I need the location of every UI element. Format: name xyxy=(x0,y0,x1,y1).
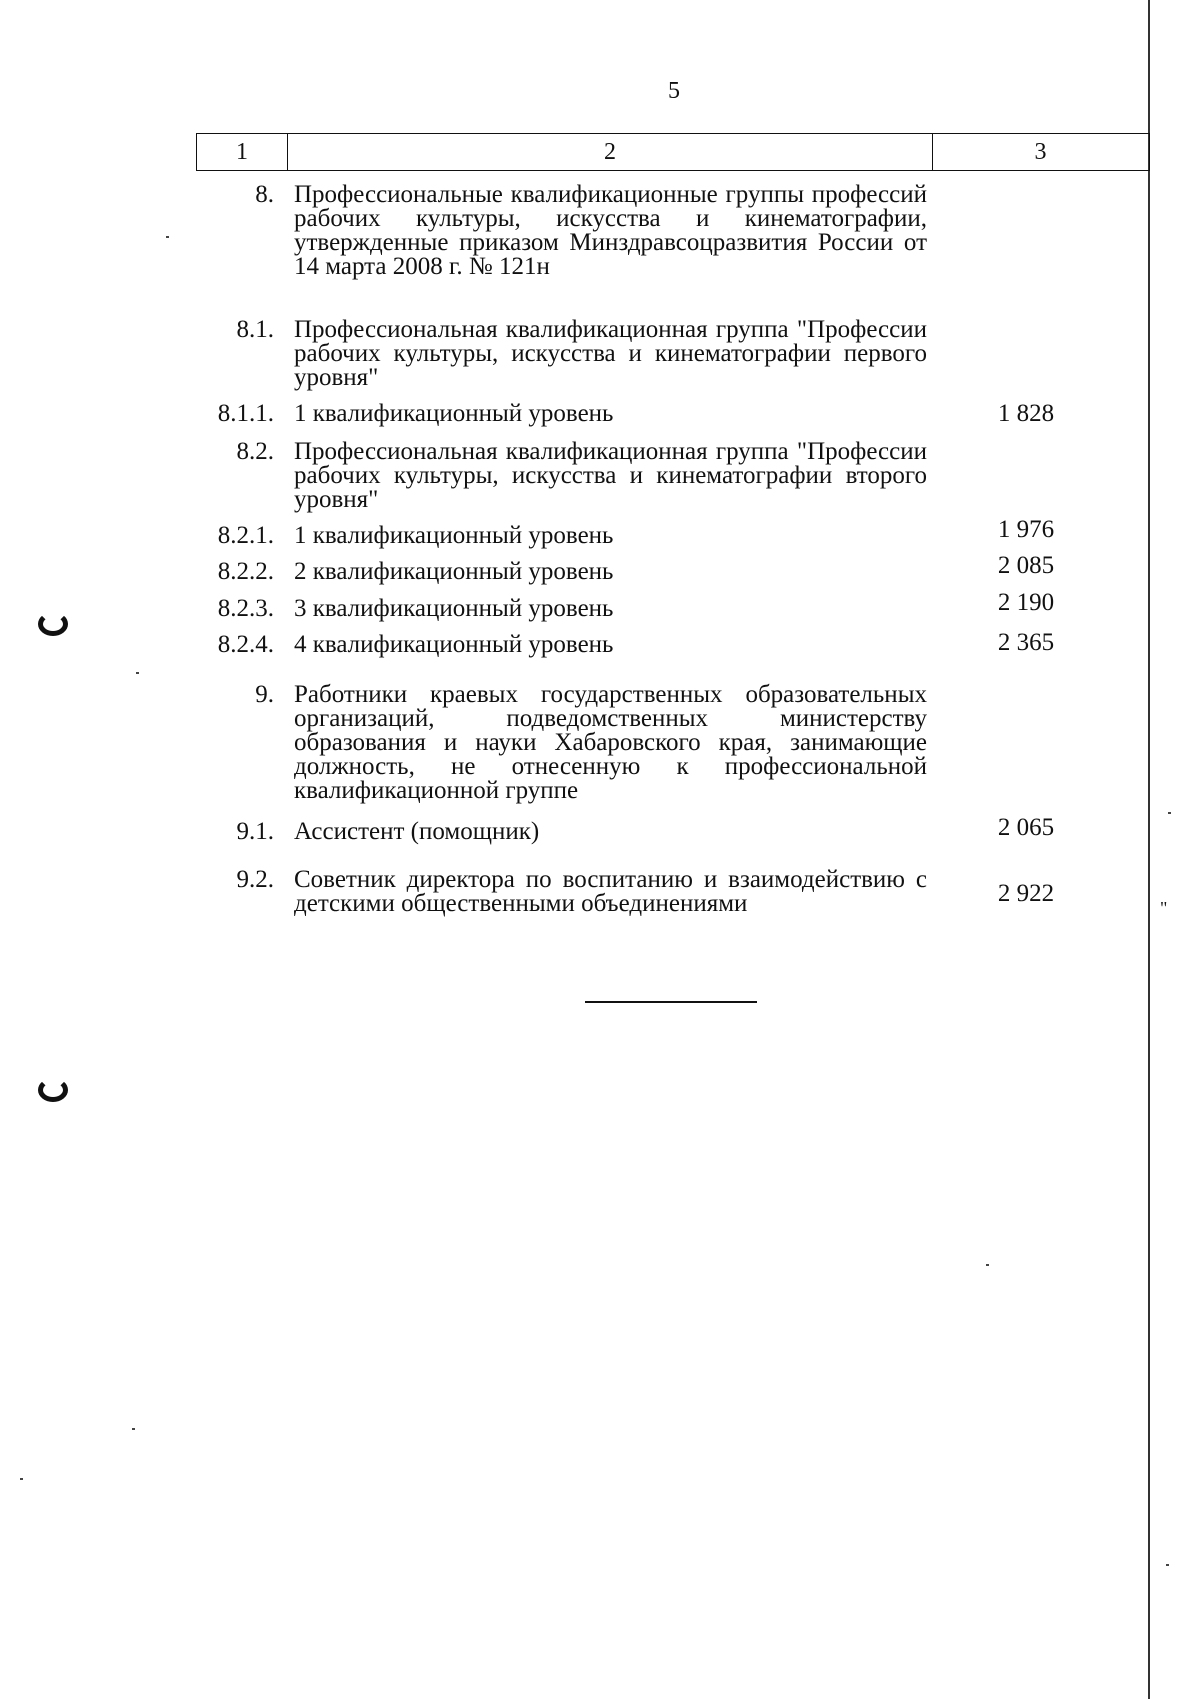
row-text: 1 квалификационный уровень xyxy=(294,400,614,427)
scan-speck xyxy=(986,1264,989,1266)
row-value: 1 828 xyxy=(997,400,1055,427)
punch-hole-mark xyxy=(38,1078,68,1102)
scan-speck xyxy=(1168,812,1171,814)
table-header-row xyxy=(196,133,1150,171)
punch-hole-mark xyxy=(38,612,68,636)
margin-quote-mark: " xyxy=(1160,898,1168,918)
row-text: Ассистент (помощник) xyxy=(294,818,540,845)
scan-speck xyxy=(20,1478,23,1480)
row-text: Советник директора по воспитанию и взаимодействию с детскими общественными объединениями xyxy=(294,866,927,917)
table-header-cell: 1 xyxy=(197,134,288,170)
scan-speck xyxy=(132,1428,135,1430)
row-number: 8.2.3. xyxy=(217,595,274,622)
row-number: 8.1. xyxy=(236,316,274,343)
row-value: 1 976 xyxy=(997,516,1055,543)
row-number: 8.1.1. xyxy=(217,400,274,427)
row-text: 2 квалификационный уровень xyxy=(294,558,614,585)
row-text: Профессиональная квалификационная группа "Профессии рабочих культуры, искусства и кинематографии второго уровня" xyxy=(294,438,927,513)
row-number: 8. xyxy=(255,181,274,208)
row-text: Профессиональные квалификационные группы профессий рабочих культуры, искусства и кинематографии, утвержденные приказом Минздравсоцразвития России от 14 марта 2008 г. № 121н xyxy=(294,181,927,280)
page-number: 5 xyxy=(668,78,680,104)
row-number: 8.2. xyxy=(236,438,274,465)
row-text: 1 квалификационный уровень xyxy=(294,522,614,549)
row-number: 9. xyxy=(255,681,274,708)
table-header-cell: 2 xyxy=(288,134,933,170)
row-number: 8.2.1. xyxy=(217,522,274,549)
row-value: 2 085 xyxy=(997,552,1055,579)
row-text: Работники краевых государственных образовательных организаций, подведомственных министерству образования и науки Хабаровского края, занимающие должность, не отнесенную к профессиональной квалификационной группе xyxy=(294,681,927,804)
row-value: 2 065 xyxy=(997,814,1055,841)
row-text: 4 квалификационный уровень xyxy=(294,631,614,658)
row-text: Профессиональная квалификационная группа "Профессии рабочих культуры, искусства и кинематографии первого уровня" xyxy=(294,316,927,391)
end-of-table-rule xyxy=(585,1001,757,1003)
row-number: 8.2.2. xyxy=(217,558,274,585)
scan-speck xyxy=(1166,1564,1169,1566)
scan-speck xyxy=(136,672,139,674)
row-value: 2 365 xyxy=(997,629,1055,656)
table-header-cell: 3 xyxy=(1034,138,1047,165)
row-number: 9.2. xyxy=(236,866,274,893)
row-number: 8.2.4. xyxy=(217,631,274,658)
scan-speck xyxy=(166,236,169,238)
row-number: 9.1. xyxy=(236,818,274,845)
page-edge-line xyxy=(1148,0,1150,1699)
row-value: 2 190 xyxy=(997,589,1055,616)
row-text: 3 квалификационный уровень xyxy=(294,595,614,622)
row-value: 2 922 xyxy=(997,880,1055,907)
